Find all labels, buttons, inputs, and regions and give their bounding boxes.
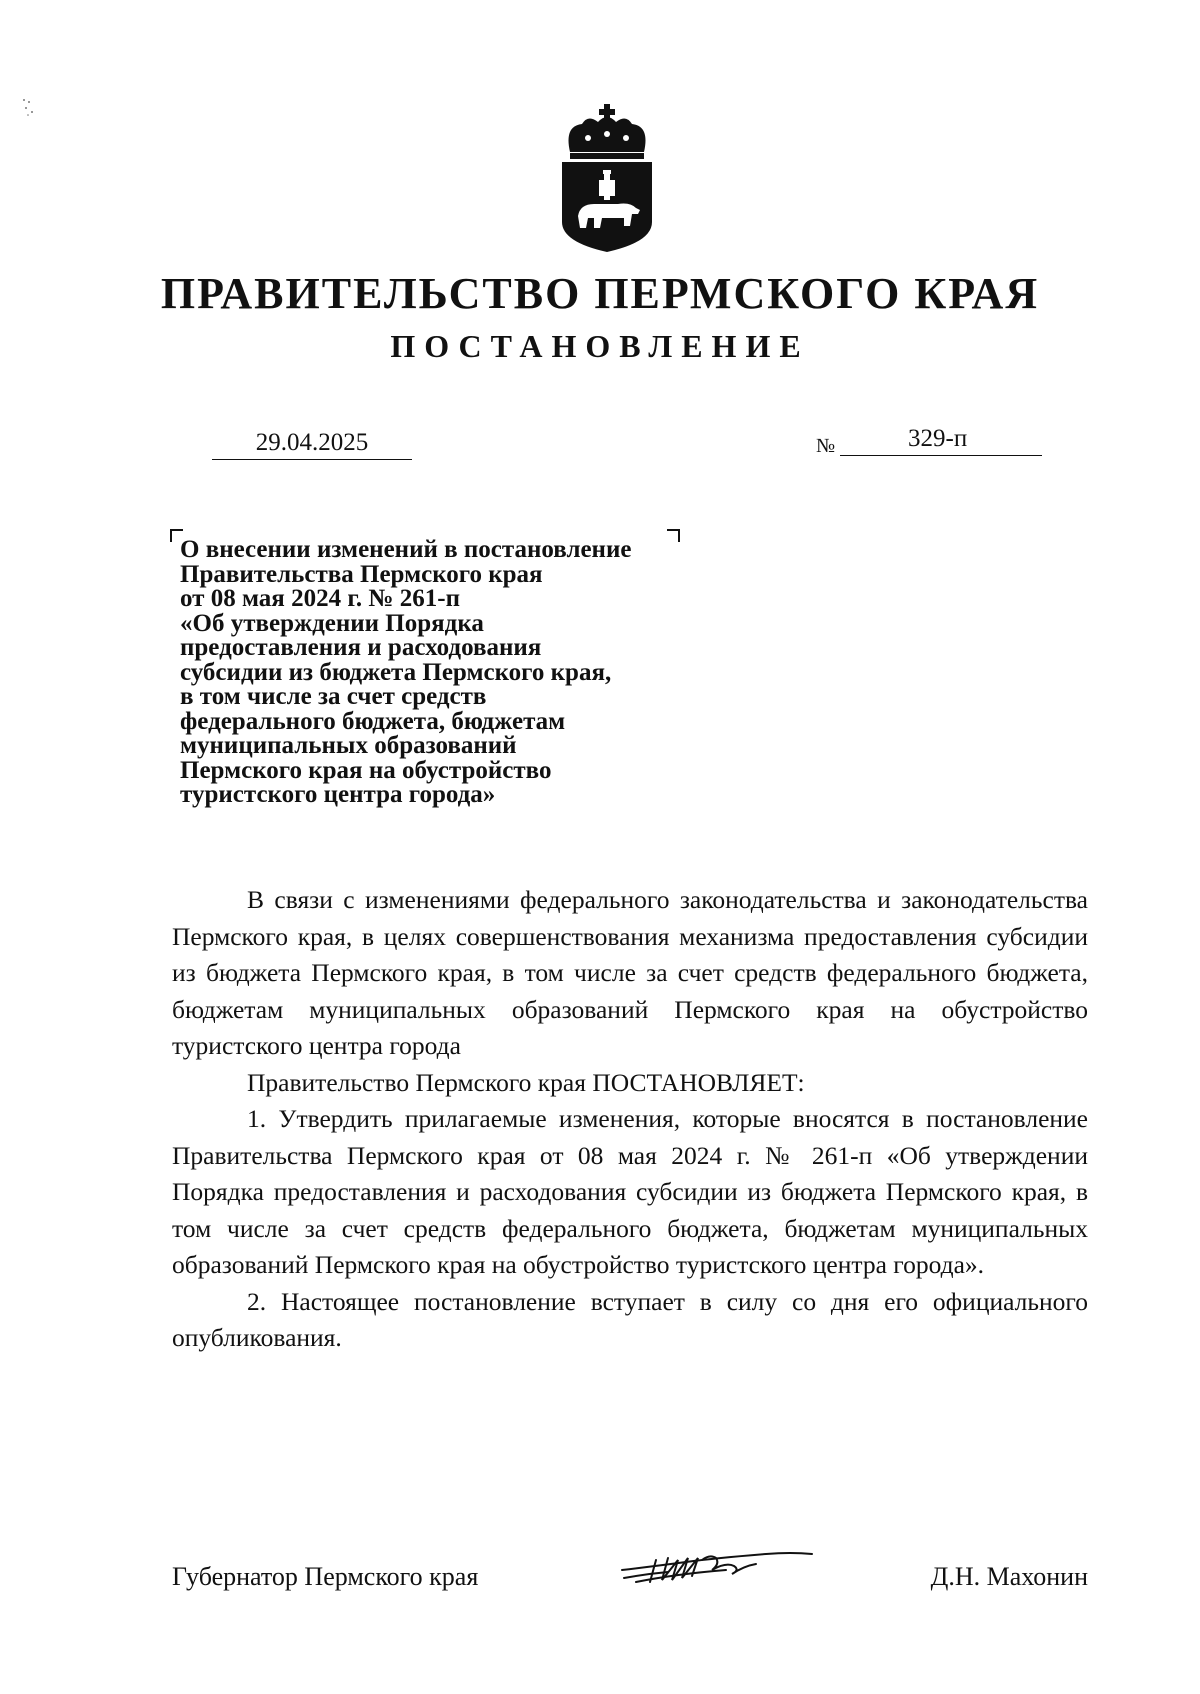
document-date: 29.04.2025 xyxy=(212,428,412,460)
preamble-paragraph: В связи с изменениями федерального законодательства и законодательства Пермского края, в целях совершенствования механизма предоставления субсидии из бюджета Пермского края, в том числе за счет средств федерального бюджета, бюджетам муниципальных образований Пермского края на обустройство туристского центра города xyxy=(172,885,1088,1060)
subject-line: в том числе за счет средств xyxy=(180,683,487,710)
organization-title: ПРАВИТЕЛЬСТВО ПЕРМСКОГО КРАЯ xyxy=(160,269,1040,318)
document-number-field xyxy=(840,424,1042,456)
subject-line: Пермского края на обустройство xyxy=(180,756,552,784)
document-number: 329-п xyxy=(908,425,968,452)
subject-line: О внесении изменений в постановление xyxy=(180,536,632,563)
signatory-name: Д.Н. Махонин xyxy=(930,1562,1088,1591)
document-type: ПОСТАНОВЛЕНИЕ xyxy=(390,328,810,364)
item-1-paragraph: 1. Утвердить прилагаемые изменения, которые вносятся в постановление Правительства Пермского края от 08 мая 2024 г. № 261-п «Об утверждении Порядка предоставления и расходования субсидии из бюджета Пермского края, в том числе за счет средств федерального бюджета, бюджетам муниципальных образований Пермского края на обустройство туристского центра города». xyxy=(172,1104,1088,1279)
subject-line: муниципальных образований xyxy=(180,732,517,759)
subject-line: федерального бюджета, бюджетам xyxy=(180,707,566,735)
coat-of-arms-icon xyxy=(558,104,656,254)
document-subject xyxy=(180,538,720,808)
scan-artifact xyxy=(20,96,38,118)
subject-line: предоставления и расходования xyxy=(180,634,542,661)
subject-line: от 08 мая 2024 г. № 261-п xyxy=(180,585,460,612)
resolution-paragraph: Правительство Пермского края ПОСТАНОВЛЯЕТ: xyxy=(247,1067,805,1097)
subject-line: субсидии из бюджета Пермского края, xyxy=(180,658,612,686)
subject-line: Правительства Пермского края xyxy=(180,560,543,588)
subject-line: «Об утверждении Порядка xyxy=(180,609,484,637)
document-body xyxy=(172,882,1088,1357)
signatory-position: Губернатор Пермского края xyxy=(172,1562,479,1591)
handwritten-signature xyxy=(616,1540,816,1600)
subject-line: туристского центра города» xyxy=(180,781,496,808)
item-2-paragraph: 2. Настоящее постановление вступает в силу со дня его официального опубликования. xyxy=(172,1286,1088,1352)
number-sign: № xyxy=(816,435,836,457)
